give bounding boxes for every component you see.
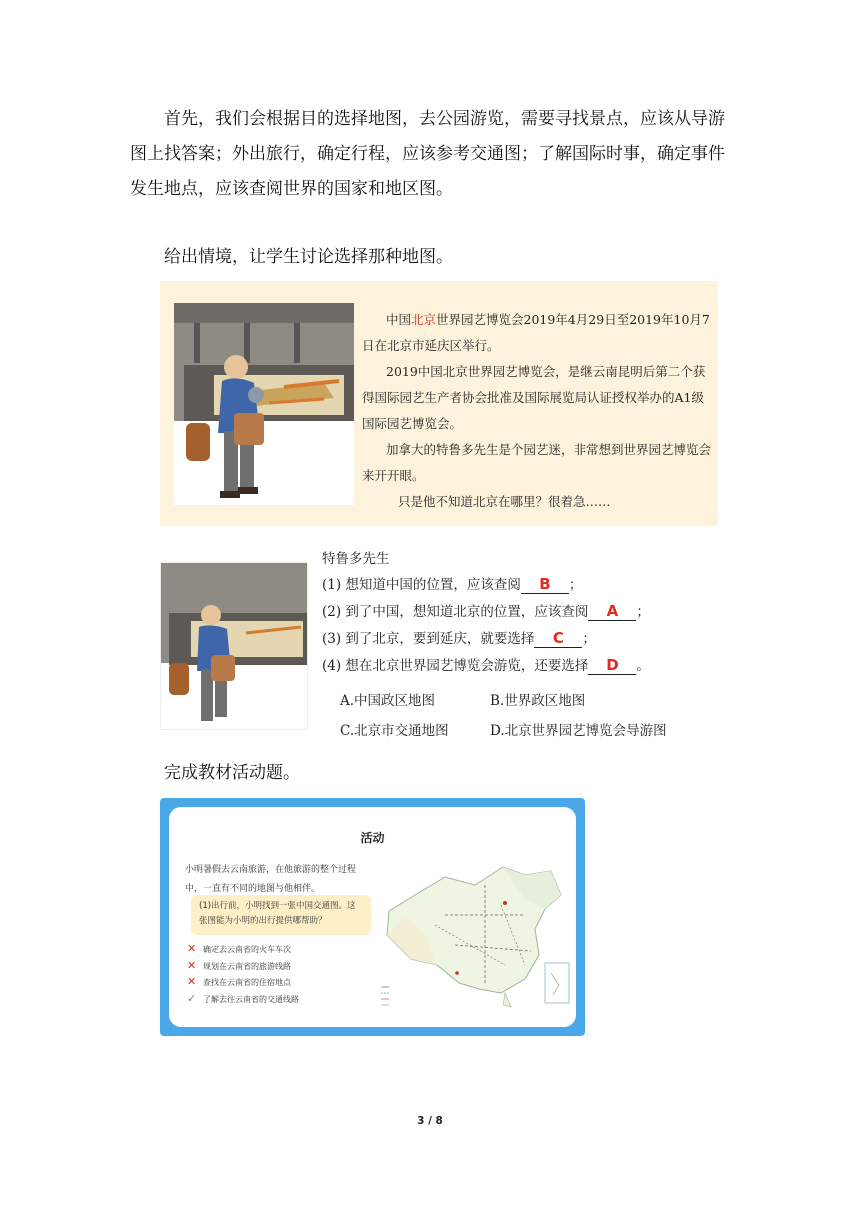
story-line-2: 2019中国北京世界园艺博览会，是继云南昆明后第二个获得国际园艺生产者协会批准及国际展览局认证授权举办的A1级国际园艺博览会。: [362, 364, 706, 431]
answer-blank-1[interactable]: B: [521, 575, 569, 594]
page-number: 3 / 8: [417, 1115, 443, 1127]
activity-inner: [169, 807, 576, 1027]
intro-paragraph: 首先，我们会根据目的选择地图，去公园游览，需要寻找景点，应该从导游图上找答案；外出旅行，确定行程，应该参考交通图；了解国际时事，确定事件发生地点，应该查阅世界的国家和地区图。: [130, 109, 725, 199]
activity-card: [160, 798, 585, 1036]
cross-icon: ✕: [187, 975, 197, 988]
activity-intro: 小明暑假去云南旅游，在他旅游的整个过程中，一直有不同的地图与他相伴。: [185, 865, 357, 894]
cross-icon: ✕: [187, 942, 197, 955]
china-traffic-map: [375, 855, 571, 1017]
option-d: D.北京世界园艺博览会导游图: [490, 723, 667, 739]
discussion-prompt: 给出情境，让学生讨论选择那种地图。: [164, 247, 453, 267]
traveler-illustration: [174, 303, 354, 505]
options-list: [322, 686, 702, 746]
task-instruction: 完成教材活动题。: [164, 763, 300, 783]
option-a: A.中国政区地图: [340, 693, 436, 709]
story-line-4: 只是他不知道北京在哪里？很着急……: [398, 494, 611, 509]
activity-question: (1)出行前，小明找到一张中国交通图。这张图能为小明的出行提供哪帮助？: [191, 895, 371, 935]
activity-option-1: ✕ 确定去云南省的火车车次: [187, 941, 299, 958]
story-line-1: 中国北京世界园艺博览会2019年4月29日至2019年10月7日在北京市延庆区举行。: [362, 312, 710, 353]
question-3: (3) 到了北京，要到延庆，就要选择 C ；: [322, 629, 596, 647]
story-text: [362, 307, 712, 515]
question-block: [322, 546, 702, 746]
activity-title: 活动: [360, 831, 385, 845]
check-icon: ✓: [187, 991, 197, 1005]
option-c: C.北京市交通地图: [340, 723, 449, 739]
story-line-3: 加拿大的特鲁多先生是个园艺迷，非常想到世界园艺博览会来开开眼。: [362, 442, 712, 483]
question-2: (2) 到了中国，想知道北京的位置，应该查阅 A ；: [322, 602, 650, 620]
activity-option-3: ✕ 查找在云南省的住宿地点: [187, 974, 299, 991]
question-4: (4) 想在北京世界园艺博览会游览，还要选择 D 。: [322, 656, 650, 674]
story-box: [160, 281, 718, 526]
activity-options: [187, 941, 299, 1007]
activity-option-2: ✕ 规划在云南省的旅游线路: [187, 958, 299, 975]
question-title: 特鲁多先生: [322, 551, 390, 567]
activity-option-4: ✓ 了解去往云南省的交通线路: [187, 991, 299, 1008]
traveler-illustration-small: [160, 562, 308, 730]
cross-icon: ✕: [187, 958, 197, 972]
question-1: (1) 想知道中国的位置，应该查阅 B ；: [322, 575, 583, 593]
answer-blank-2[interactable]: A: [588, 602, 636, 621]
option-b: B.世界政区地图: [490, 693, 586, 709]
answer-blank-3[interactable]: C: [534, 629, 582, 648]
answer-blank-4[interactable]: D: [588, 656, 636, 675]
